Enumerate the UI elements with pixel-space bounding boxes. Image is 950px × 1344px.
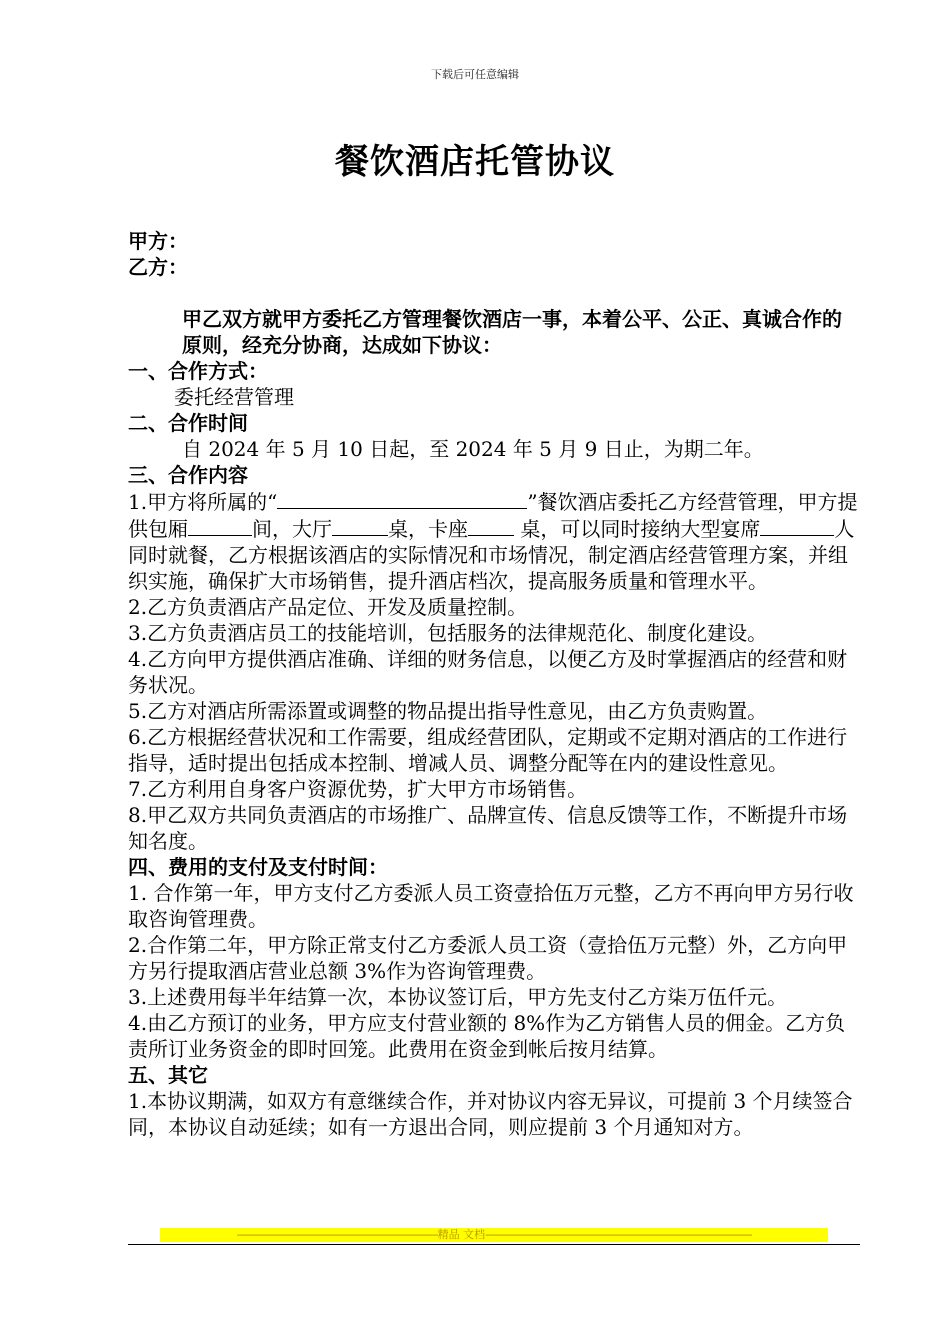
header-note: 下载后可任意编辑 [431, 68, 519, 81]
intro-paragraph: 甲乙双方就甲方委托乙方管理餐饮酒店一事，本着公平、公正、真诚合作的原则，经充分协商，达成如下协议： [182, 307, 842, 357]
section-2-body: 自 2024 年 5 月 10 日起，至 2024 年 5 月 9 日止，为期二年。 [182, 437, 764, 461]
booth-blank[interactable] [468, 515, 514, 536]
section-1-heading: 一、合作方式： [128, 359, 268, 383]
section-3-item-8: 8.甲乙双方共同负责酒店的市场推广、品牌宣传、信息反馈等工作，不断提升市场知名度。 [128, 803, 848, 853]
footer-dashes-left: -------------------------------------------------------------------------- [236, 1228, 438, 1241]
section-5-item-1: 1.本协议期满，如双方有意继续合作，并对协议内容无异议，可提前 3 个月续签合同，本协议自动延续；如有一方退出合同，则应提前 3 个月通知对方。 [128, 1089, 853, 1139]
hotel-name-blank[interactable] [277, 488, 527, 509]
document-title: 餐饮酒店托管协议 [335, 142, 615, 182]
banquet-count-blank[interactable] [760, 515, 834, 536]
section-5-heading: 五、其它 [128, 1063, 208, 1087]
section-3-item-1: 1.甲方将所属的“ ”餐饮酒店委托乙方经营管理，甲方提供包厢 间，大厅 桌，卡座 桌，可以同时接纳大型宴席 人同时就餐，乙方根据该酒店的实际情况和市场情况，制定酒店经营管理方案，并组织实施，确保扩大市场销售，提升酒店档次，提高服务质量和管理水平。 [128, 490, 858, 593]
section-4-item-2: 2.合作第二年，甲方除正常支付乙方委派人员工资（壹拾伍万元整）外，乙方向甲方另行提取酒店营业总额 3%作为咨询管理费。 [128, 933, 848, 983]
section-3-item-6: 6.乙方根据经营状况和工作需要，组成经营团队，定期或不定期对酒店的工作进行指导，适时提出包括成本控制、增减人员、调整分配等在内的建设性意见。 [128, 725, 848, 775]
footer-band [160, 1228, 828, 1242]
section-3-item-2: 2.乙方负责酒店产品定位、开发及质量控制。 [128, 595, 528, 619]
private-room-blank[interactable] [188, 515, 252, 536]
party-a-label: 甲方： [128, 229, 188, 253]
footer-dashes-right: -------------------------------------------------------------------------------------------------- [485, 1228, 752, 1241]
footer-text: 精品 文档 [437, 1228, 486, 1241]
section-3-heading: 三、合作内容 [128, 463, 248, 487]
section-3-item-3: 3.乙方负责酒店员工的技能培训，包括服务的法律规范化、制度化建设。 [128, 621, 768, 645]
section-2-heading: 二、合作时间 [128, 411, 248, 435]
section-3-item-5: 5.乙方对酒店所需添置或调整的物品提出指导性意见，由乙方负责购置。 [128, 699, 768, 723]
footer-rule [128, 1244, 860, 1245]
section-4-item-1: 1. 合作第一年，甲方支付乙方委派人员工资壹拾伍万元整，乙方不再向甲方另行收取咨询管理费。 [128, 881, 854, 931]
spacer [128, 280, 858, 306]
section-4-item-3: 3.上述费用每半年结算一次，本协议签订后，甲方先支付乙方柒万伍仟元。 [128, 985, 788, 1009]
section-4-item-4: 4.由乙方预订的业务，甲方应支付营业额的 8%作为乙方销售人员的佣金。乙方负责所订业务资金的即时回笼。此费用在资金到帐后按月结算。 [128, 1011, 846, 1061]
section-1-body: 委托经营管理 [174, 385, 294, 409]
section-3-item-7: 7.乙方利用自身客户资源优势，扩大甲方市场销售。 [128, 777, 588, 801]
party-b-label: 乙方： [128, 255, 188, 279]
document-body [128, 228, 858, 1140]
section-4-heading: 四、费用的支付及支付时间： [128, 855, 388, 879]
hall-table-blank[interactable] [332, 515, 388, 536]
section-3-item-4: 4.乙方向甲方提供酒店准确、详细的财务信息，以便乙方及时掌握酒店的经营和财务状况。 [128, 647, 848, 697]
